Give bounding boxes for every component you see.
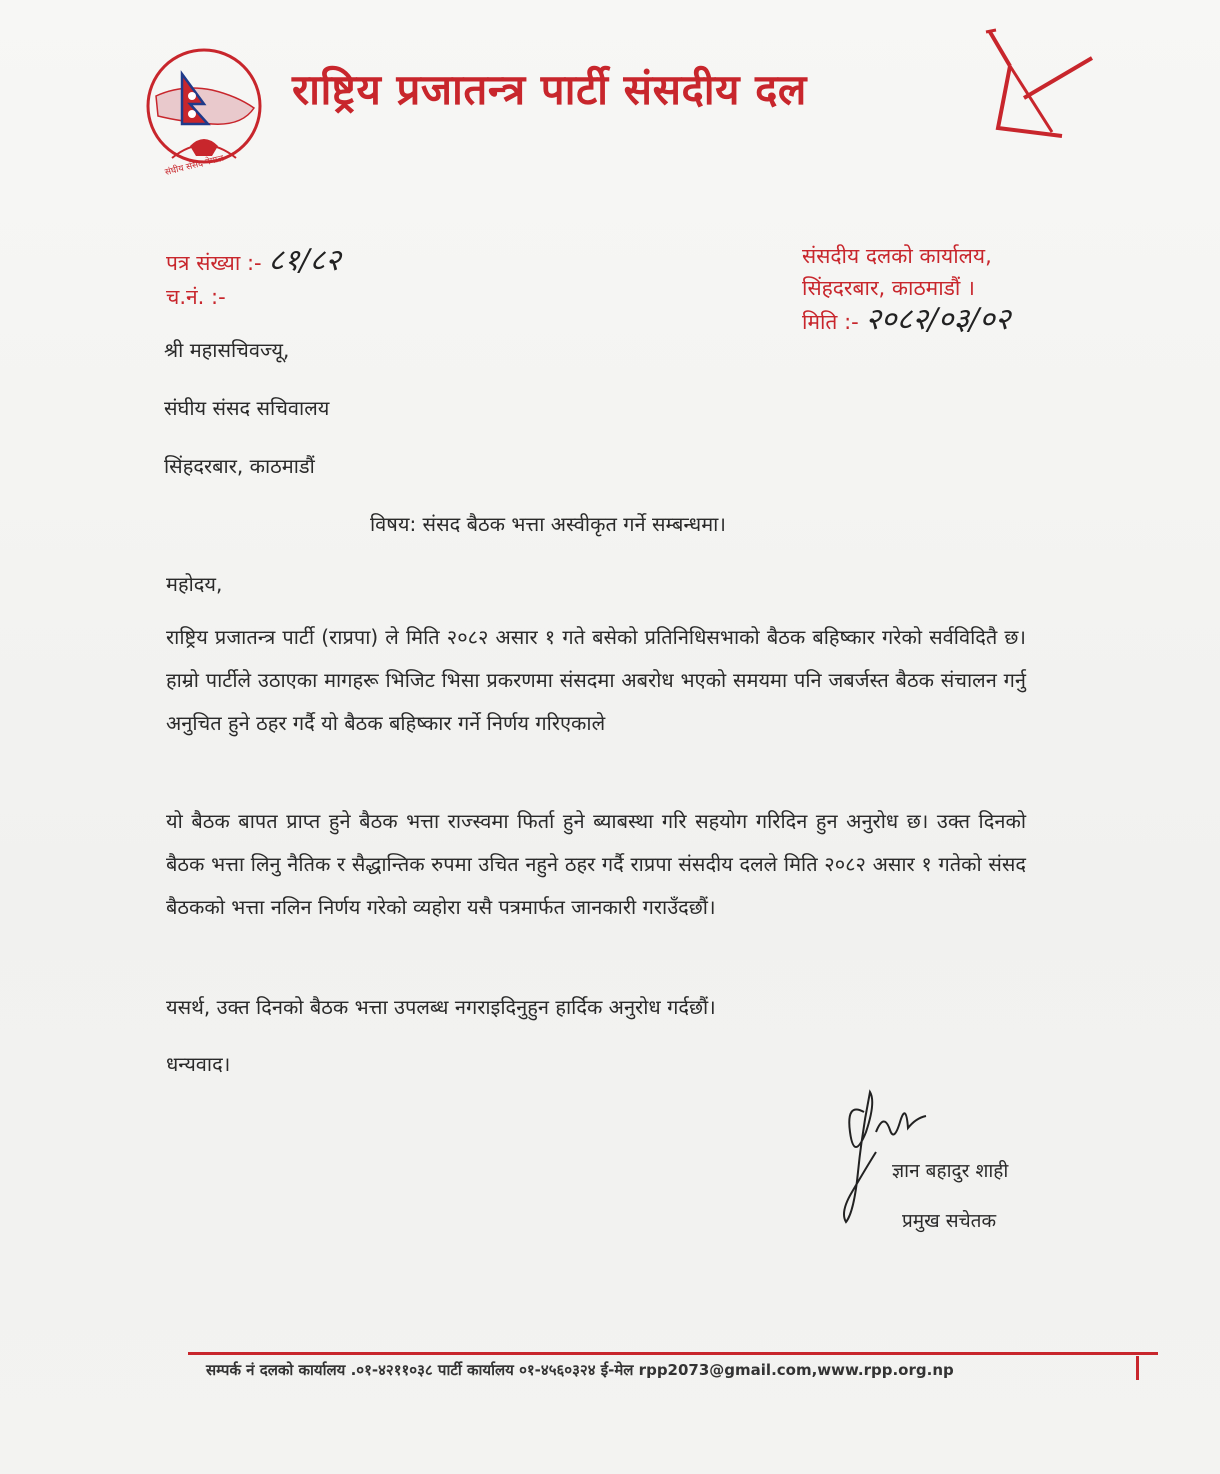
footer-contact: सम्पर्क नं दलको कार्यालय .०१-४२११०३८ पार्टी कार्यालय ०१-४५६०३२४ ई-मेल rpp2073@gmail.com,www.rpp.org.np <box>206 1361 954 1379</box>
letter-no-value: ८१/८२ <box>268 243 341 278</box>
subject-line: विषय: संसद बैठक भत्ता अस्वीकृत गर्ने सम्बन्धमा। <box>370 512 726 536</box>
emblem-caption: संघीय संसद नेपाल <box>164 153 225 179</box>
signer-name: ज्ञान बहादुर शाही <box>892 1160 1009 1182</box>
salutation: महोदय, <box>166 572 223 596</box>
dispatch-no-label: च.नं. :- <box>166 285 226 309</box>
plough-symbol-icon <box>980 28 1100 140</box>
footer-divider-tick <box>1136 1356 1139 1380</box>
recipient-block <box>164 336 329 510</box>
signer-block <box>892 1146 1008 1246</box>
recipient-line1: श्री महासचिवज्यू, <box>164 338 290 362</box>
date-label: मिति :- <box>802 310 859 334</box>
date-value: २०८२/०३/०२ <box>865 302 1011 337</box>
office-line1: संसदीय दलको कार्यालय, <box>802 244 992 268</box>
letterhead-title: राष्ट्रिय प्रजातन्त्र पार्टी संसदीय दल <box>292 65 807 114</box>
footer-divider <box>188 1352 1158 1355</box>
office-line2: सिंहदरबार, काठमाडौं । <box>802 276 975 300</box>
body-paragraph-2: यो बैठक बापत प्राप्त हुने बैठक भत्ता राज्स्वमा फिर्ता हुने ब्याबस्था गरि सहयोग गरिदिन हुन अनुरोध छ। उक्त दिनको बैठक भत्ता लिनु नैतिक र सैद्धान्तिक रुपमा उचित नहुने ठहर गर्दै राप्रपा संसदीय दलले मिति २०८२ असार १ गतेको संसद बैठकको भत्ता नलिन निर्णय गरेको व्यहोरा यसै पत्रमार्फत जानकारी गराउँदछौं। <box>166 809 1026 919</box>
recipient-line3: सिंहदरबार, काठमाडौं <box>164 454 315 478</box>
recipient-line2: संघीय संसद सचिवालय <box>164 396 330 420</box>
body-paragraph-3: यसर्थ, उक्त दिनको बैठक भत्ता उपलब्ध नगराइदिनुहुन हार्दिक अनुरोध गर्दछौं। <box>166 995 716 1019</box>
letter-no-label: पत्र संख्या :- <box>166 251 262 275</box>
signer-title: प्रमुख सचेतक <box>902 1210 997 1232</box>
office-block <box>802 240 1010 338</box>
reference-block <box>166 244 341 314</box>
body-paragraph-1: राष्ट्रिय प्रजातन्त्र पार्टी (राप्रपा) ले मिति २०८२ असार १ गते बसेको प्रतिनिधिसभाको बैठक बहिष्कार गरेको सर्वविदितै छ। हाम्रो पार्टीले उठाएका मागहरू भिजिट भिसा प्रकरणमा संसदमा अबरोध भएको समयमा पनि जबर्जस्त बैठक संचालन गर्नु अनुचित हुने ठहर गर्दै यो बैठक बहिष्कार गर्ने निर्णय गरिएकाले <box>166 625 1026 735</box>
closing: धन्यवाद। <box>166 1052 231 1076</box>
